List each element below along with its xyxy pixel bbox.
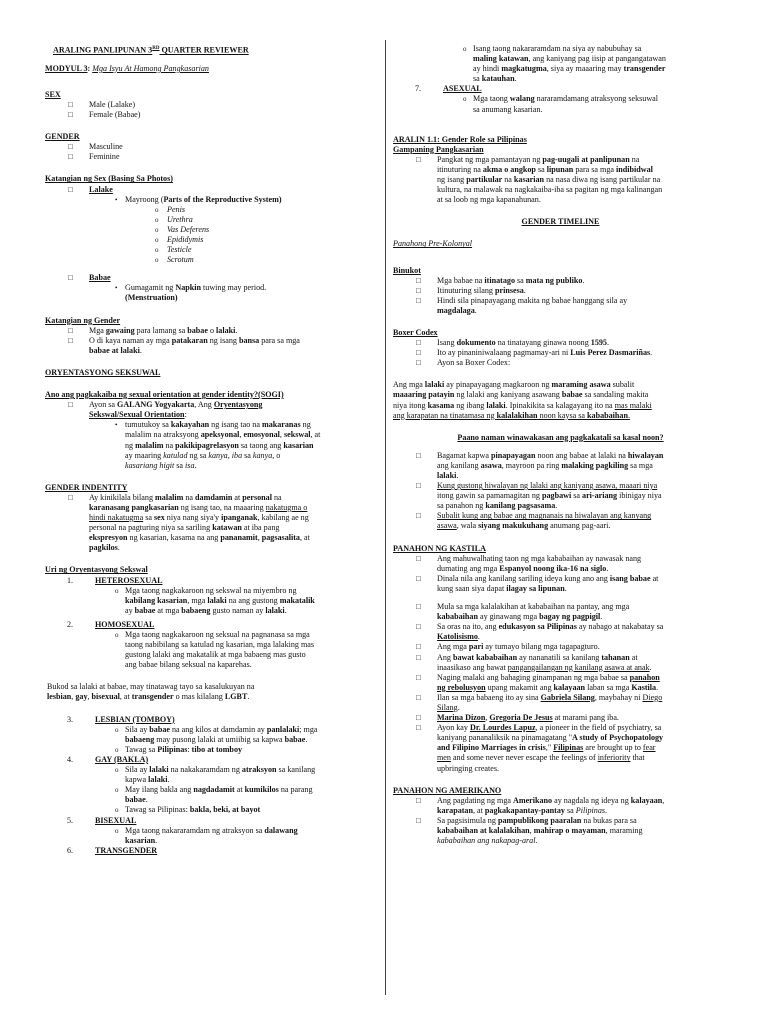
list-item: □ Ang mga pari ay tumayo bilang mga tagapagturo. — [416, 642, 600, 652]
sex-heading: SEX — [45, 89, 61, 99]
oryentasyon-heading: ORYENTASYONG SEKSUWAL — [45, 367, 161, 377]
list-item: 7. ASEXUAL — [415, 84, 482, 94]
list-item: □ Mula sa mga kalalakihan at kababaihan na pantay, ang mga kababaihan ay ginawang mga bagay ng pagpigil. — [416, 602, 630, 622]
list-item: □ Ilan sa mga babaeng ito ay sina Gabriela Silang, maybahay ni Diego Silang. — [416, 692, 663, 712]
list-item: 3. LESBIAN (TOMBOY) — [67, 714, 175, 724]
list-item: □ Bagamat kapwa pinapayagan noon ang babae at lalaki na hiwalayan ang kanilang asawa, mayroon pa ring malaking pagkiling sa mga lalaki. — [416, 450, 664, 480]
list-item: □ Dinala nila ang kanilang sariling ideya kung ano ang isang babae at kung saan siya dapat ilagay sa lipunan. — [416, 573, 659, 593]
list-item: o Testicle — [155, 245, 192, 255]
list-item: o Sila ay lalaki na nakakaramdam ng atraksyon sa kanilang kapwa lalaki. — [115, 765, 316, 785]
amerikano-heading: PANAHON NG AMERIKANO — [393, 785, 502, 795]
kastila-heading: PANAHON NG KASTILA — [393, 543, 486, 553]
list-item: 5. BISEXUAL — [67, 815, 137, 825]
modyul-heading: MODYUL 3: Mga Isyu At Hamong Pangkasarian — [45, 63, 209, 73]
list-item: □ Ang bawat kababaihan ay nananatili sa kanilang tahanan at inaasikaso ang bawat pangangailangan ng kanilang asawa at anak. — [416, 652, 652, 672]
list-item: □ Ang pagdating ng mga Amerikano ay nagdala ng ideya ng kalayaan, karapatan, at pagkakapantay-pantay sa Pilipinas. — [416, 795, 665, 815]
list-item: □ O di kaya naman ay mga patakaran ng isang bansa para sa mga babae at lalaki. — [68, 335, 300, 355]
list-item: □ Naging malaki ang bahaging ginampanan ng mga babae sa panahon ng rebolusyon upang makamit ang kalayaan laban sa mga Kastila. — [416, 672, 660, 692]
list-item: □ Ayon kay Dr. Lourdes Lapuz, a pioneer in the field of psychiatry, sa kaniyang pananaliksik na pinamagatang "A study of Psychopatology and Filipino Marriages in crisis," Filipinas are brought up to fear men and some never never escape the feelings of inferiority that upbringing creates. — [416, 723, 664, 773]
list-item: □ Ayon sa GALANG Yogyakarta, Ang Oryentasyong Sekswal/Sexual Orientation: — [68, 400, 263, 420]
binukot-heading: Binukot — [393, 265, 421, 275]
list-item: □ Babae — [68, 273, 111, 283]
list-item: o Isang taong nakararamdam na siya ay nabubuhay sa maling katawan, ang kaniyang pag iisip at pangangatawan ay hindi magkatugma, siya ay maaaring may transgender sa katauhan. — [463, 44, 666, 84]
paano-question: Paano naman winawakasan ang pagkakatali sa kasal noon? — [457, 432, 664, 442]
list-item: □ Mga babae na itinatago sa mata ng publiko. — [416, 275, 585, 285]
list-item: □ Marina Dizon, Gregoria De Jesus at marami pang iba. — [416, 713, 619, 723]
list-item: □ Subalit kung ang babae ang magnanais na hiwalayan ang kanyang asawa, wala siyang makukuhang anumang pag-aari. — [416, 511, 652, 531]
list-item: □ Ay kinikilala bilang malalim na damdamin at personal na karanasang pangkasarian ng isang tao, na maaaring nakatugma o hindi nakatugma sa sex niya nang siya'y ipanganak, kabilang ae ng personal na pagturing niya sa sariling katawan at iba pang ekspresyon ng kasarian, kasama na ang pananamit, pagsasalita, at pagkilos. — [68, 492, 310, 553]
list-item: • tumutukoy sa kakayahan ng isang tao na makaranas ng malalim na atraksyong apeksyonal, emosyonal, sekswal, at ng malalim na pakikipagrelasyon sa taong ang kasarian ay maaring katulad ng sa kanya, iba sa kanya, o kasariang higit sa isa. — [115, 420, 321, 470]
timeline-heading: GENDER TIMELINE — [521, 217, 600, 227]
list-item: □ Sa pagsisimula ng pampublikong paaralan na bukas para sa kababaihan at kalalakihan, mahirap o mayaman, maraming kababaihan ang nakapag-aral. — [416, 815, 643, 846]
list-item: □ Pangkat ng mga pamantayan ng pag-uugali at panlipunan na itinuturing na akma o angkop sa lipunan para sa mga indibidwal ng isang partikular na kasarian na nasa diwa ng isang partikular na kultura, na malawak na nagkakaiba-iba sa pagitan ng mga kalinangan at sa loob ng mga kapanahunan. — [416, 154, 663, 205]
list-item: o Mga taong nagkakaroon ng sekswal na miyembro ng kabilang kasarian, mga lalaki na ang gustong makatalik ay babae at mga babaeng gusto naman ay lalaki. — [115, 585, 315, 615]
aralin-heading: ARALIN 1.1: Gender Role sa Pilipinas — [393, 134, 527, 144]
sogi-question: Ano ang pagkakaiba ng sexual orientation at gender identity?(SOGI) — [45, 390, 284, 400]
list-item: o Mga taong nakararamdam ng atraksyon sa dalawang kasarian. — [115, 825, 298, 845]
list-item: □ Kung gustong hiwalayan ng lalaki ang kaniyang asawa, maaari niya itong gawin sa pamamagitan ng pagbawi sa ari-ariang ibinigay niya sa panahon ng kanilang pagsasama. — [416, 481, 662, 511]
gampanin-heading: Gampaning Pangkasarian — [393, 144, 484, 154]
gender-identity-heading: GENDER INDENTITY — [45, 482, 128, 492]
list-item: o Mga taong nagkakaroon ng seksual na pagnanasa sa mga taong nabibilang sa katulad ng kasarian, mga lalaking mas gustong lalaki ang makatalik at mga babaeng mas gusto ang babae bilang seksual na kaparehas. — [115, 630, 315, 670]
list-item: 4. GAY (BAKLA) — [67, 754, 149, 764]
column-divider — [385, 40, 386, 995]
list-item: o Vas Deferens — [155, 224, 210, 234]
list-item: o May ilang bakla ang nagdadamit at kumikilos na parang babae. — [115, 785, 313, 805]
list-item: □ Ang mahuwalhating taon ng mga kababaihan ay nawasak nang dumating ang mga Espanyol noong ika-16 na siglo. — [416, 553, 642, 573]
list-item: □ Male (Lalake) — [68, 99, 136, 109]
list-item: • Mayroong (Parts of the Reproductive System) — [115, 194, 282, 204]
left-column — [45, 44, 377, 856]
list-item: o Epididymis — [155, 235, 204, 244]
right-column — [393, 44, 728, 846]
list-item: □ Feminine — [68, 152, 120, 162]
list-item: o Tawag sa Pilipinas: tibo at tomboy — [115, 744, 243, 754]
list-item: □ Masculine — [68, 142, 123, 152]
katangian-gender-heading: Katangian ng Gender — [45, 315, 121, 325]
list-item: □ Hindi sila pinapayagang makita ng babae hanggang sila ay magdalaga. — [416, 295, 628, 315]
prekolonyal-heading: Panahong Pre-Kolonyal — [393, 239, 473, 249]
boxer-paragraph: Ang mga lalaki ay pinapayagang magkaroon ng maraming asawa subalit maaaring patayin ng lalaki ang kaniyang asawang babae sa sandaling makita niya itong kasama ng ibang lalaki. Ipinakikita sa kalagayang ito na mas malaki ang karapatan na tinatamasa ng kalalakihan noon kaysa sa kababaihan. — [393, 380, 652, 420]
uri-heading: Uri ng Oryentasyong Sekswal — [45, 565, 148, 575]
katangian-sex-heading: Katangian ng Sex (Basing Sa Photos) — [45, 174, 173, 184]
list-item: o Scrotum — [155, 255, 194, 265]
list-item: 6. TRANSGENDER — [67, 845, 158, 855]
gender-heading: GENDER — [45, 132, 80, 142]
boxer-heading: Boxer Codex — [393, 327, 438, 337]
list-item: □ Sa oras na ito, ang edukasyon sa Pilipinas ay nabago at nakabatay sa Katolisismo. — [416, 622, 664, 642]
list-item: 1. HETEROSEXUAL — [67, 575, 163, 585]
list-item: 2. HOMOSEXUAL — [67, 619, 155, 629]
list-item: o Tawag sa Pilipinas: bakla, beki, at bayot — [115, 805, 261, 815]
list-item: □ Lalake — [68, 184, 113, 194]
page-title: ARALING PANLIPUNAN 3RD QUARTER REVIEWER — [53, 45, 249, 55]
list-item: □ Ayon sa Boxer Codex: — [416, 358, 511, 368]
list-item: o Mga taong walang nararamdamang atraksyong seksuwal sa anumang kasarian. — [463, 94, 659, 114]
list-item: □ Female (Babae) — [68, 110, 141, 120]
list-item: □ Isang dokumento na tinatayang ginawa noong 1595. — [416, 338, 609, 348]
list-item: □ Itinuturing silang prinsesa. — [416, 285, 526, 295]
list-item: • Gumagamit ng Napkin tuwing may period. (Menstruation) — [115, 283, 267, 303]
list-item: □ Ito ay pinaniniwalaang pagmamay-ari ni Luis Perez Dasmariñas. — [416, 348, 653, 358]
list-item: o Urethra — [155, 214, 193, 224]
list-item: o Sila ay babae na ang kilos at damdamin ay panlalaki; mga babaeng may pusong lalaki at umiibig sa kapwa babae. — [115, 724, 318, 744]
list-item: □ Mga gawaing para lamang sa babae o lalaki. — [68, 325, 238, 335]
list-item: o Penis — [155, 204, 185, 214]
bukod-paragraph: Bukod sa lalaki at babae, may tinatawag tayo sa kasalukuyan na lesbian, gay, bisexual, at transgender o mas kilalang LGBT. — [47, 682, 255, 702]
